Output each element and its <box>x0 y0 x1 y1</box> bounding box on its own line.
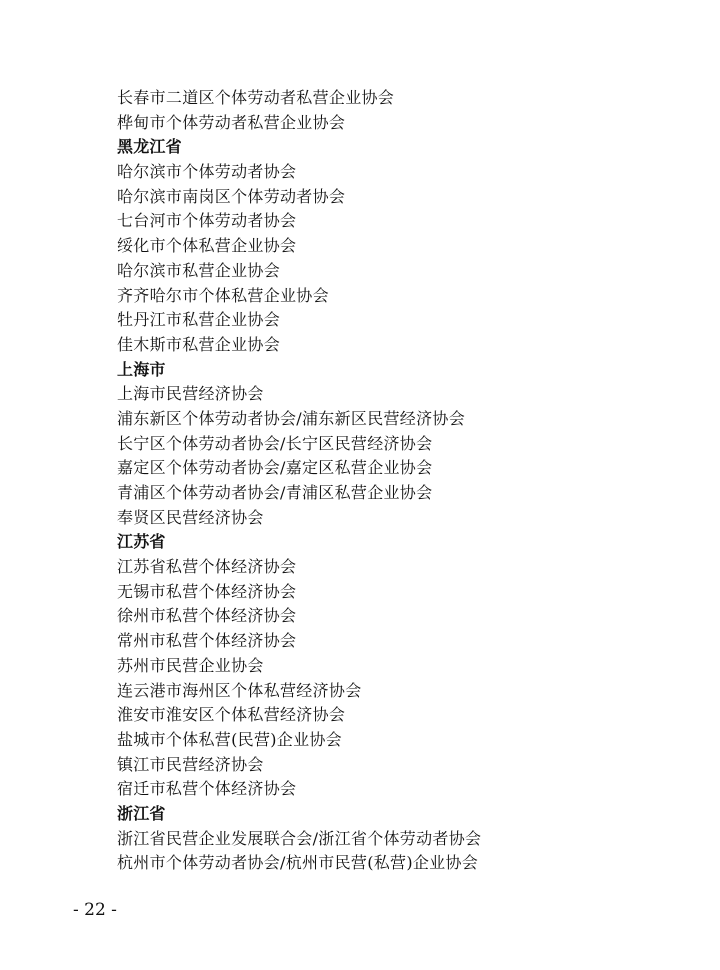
page-number: - 22 - <box>73 900 117 920</box>
association-item: 牡丹江市私营企业协会 <box>117 310 281 330</box>
association-item: 连云港市海州区个体私营经济协会 <box>117 680 362 700</box>
province-heading: 上海市 <box>117 359 166 379</box>
association-item: 盐城市个体私营(民营)企业协会 <box>117 729 342 749</box>
association-item: 奉贤区民营经济协会 <box>117 507 264 527</box>
association-item: 江苏省私营个体经济协会 <box>117 557 297 577</box>
association-item: 哈尔滨市个体劳动者协会 <box>117 162 297 182</box>
association-item: 上海市民营经济协会 <box>117 384 264 404</box>
association-item: 桦甸市个体劳动者私营企业协会 <box>117 112 346 132</box>
association-item: 长春市二道区个体劳动者私营企业协会 <box>117 88 395 107</box>
province-heading: 黑龙江省 <box>117 137 182 157</box>
province-heading: 浙江省 <box>117 803 166 823</box>
association-item: 青浦区个体劳动者协会/青浦区私营企业协会 <box>117 483 433 502</box>
association-item: 杭州市个体劳动者协会/杭州市民营(私营)企业协会 <box>117 853 479 873</box>
association-item: 佳木斯市私营企业协会 <box>117 334 281 354</box>
association-item: 齐齐哈尔市个体私营企业协会 <box>117 285 329 305</box>
association-item: 镇江市民营经济协会 <box>117 754 264 774</box>
association-item: 哈尔滨市私营企业协会 <box>117 260 281 280</box>
association-item: 七台河市个体劳动者协会 <box>117 211 297 231</box>
association-item: 苏州市民营企业协会 <box>117 655 264 675</box>
association-item: 绥化市个体私营企业协会 <box>117 236 297 256</box>
association-item: 常州市私营个体经济协会 <box>117 631 297 651</box>
association-item: 徐州市私营个体经济协会 <box>117 606 297 626</box>
association-item: 无锡市私营个体经济协会 <box>117 581 297 601</box>
association-item: 嘉定区个体劳动者协会/嘉定区私营企业协会 <box>117 458 433 478</box>
association-item: 浦东新区个体劳动者协会/浦东新区民营经济协会 <box>117 408 465 428</box>
association-item: 长宁区个体劳动者协会/长宁区民营经济协会 <box>117 433 433 453</box>
association-item: 浙江省民营企业发展联合会/浙江省个体劳动者协会 <box>117 828 482 848</box>
association-item: 哈尔滨市南岗区个体劳动者协会 <box>117 186 346 206</box>
association-item: 宿迁市私营个体经济协会 <box>117 779 297 799</box>
province-heading: 江苏省 <box>117 532 166 552</box>
association-item: 淮安市淮安区个体私营经济协会 <box>117 705 346 725</box>
association-list <box>117 86 687 876</box>
